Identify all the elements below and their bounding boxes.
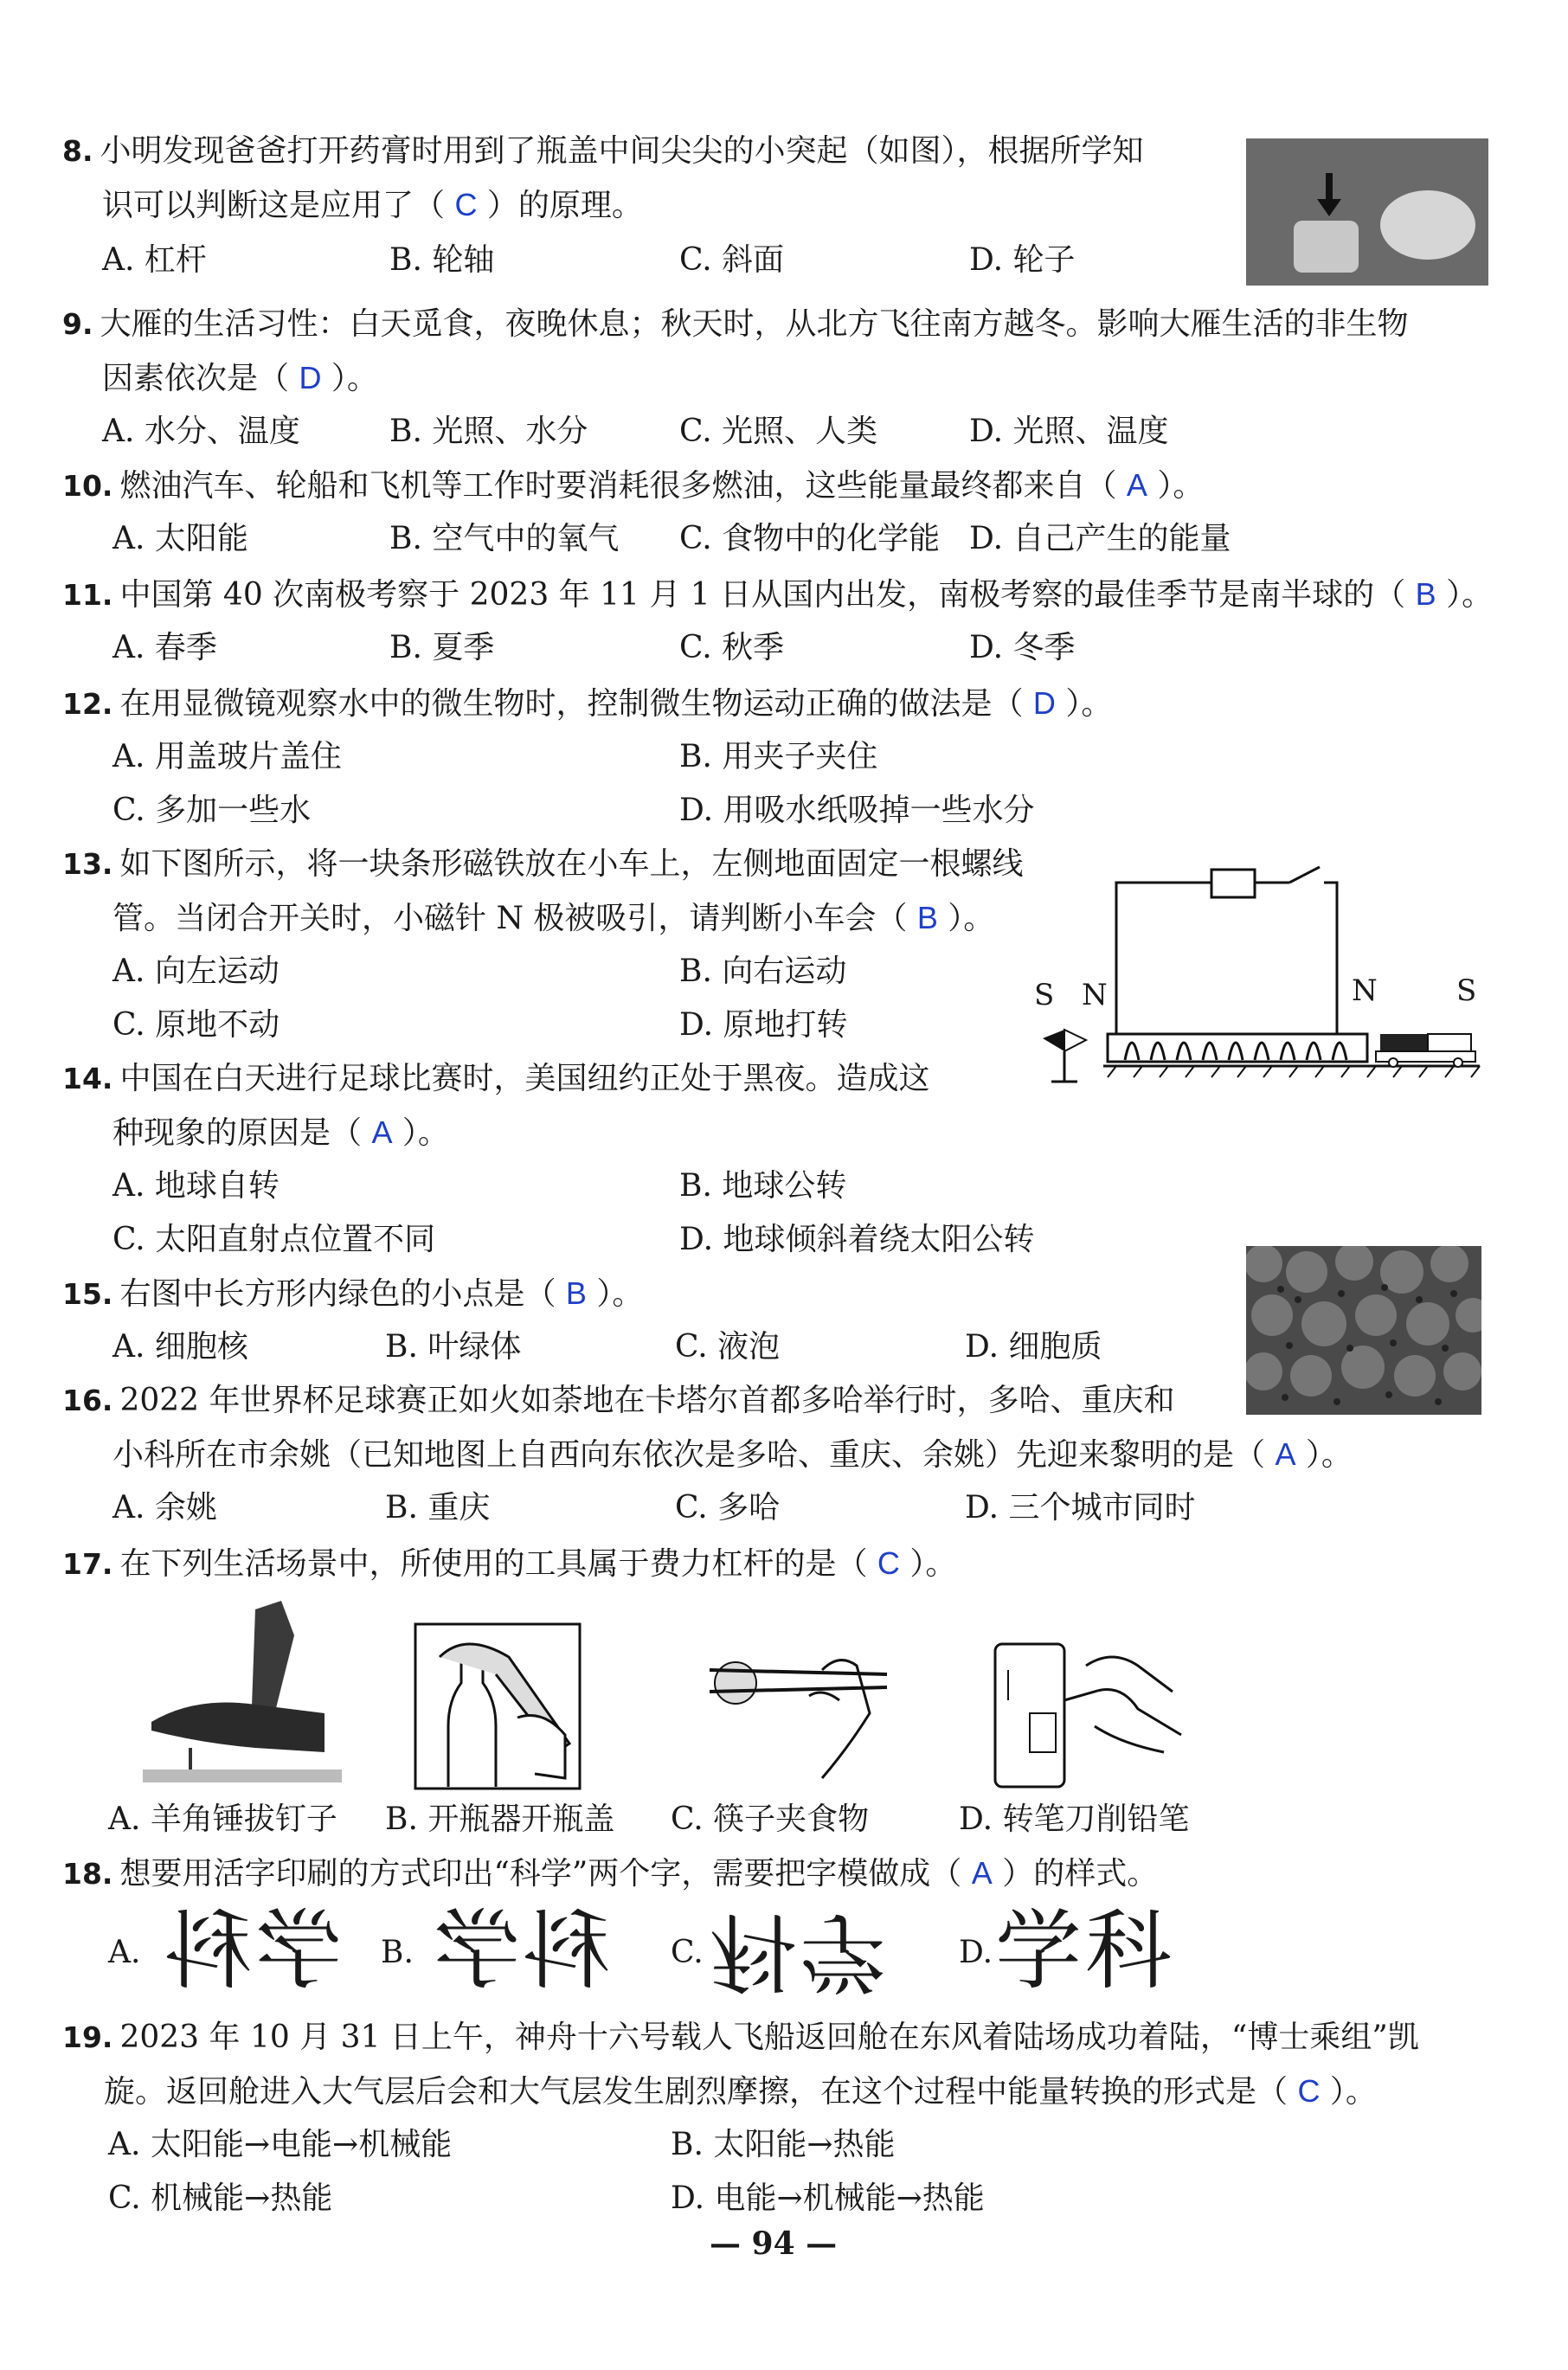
q13-answer: B [916, 900, 938, 935]
q13-line2: 管。当闭合开关时，小磁针 N 极被吸引，请判断小车会（ B ）。 [112, 900, 995, 936]
q19-option-d: D. 电能→机械能→热能 [671, 2181, 985, 2216]
q18-option-a: A. [108, 1935, 141, 1970]
q11-option-d: D. 冬季 [969, 630, 1076, 665]
q14-option-c: C. 太阳直射点位置不同 [112, 1222, 436, 1257]
q18-glyph-b: 科学 [430, 1900, 610, 2001]
q14-line2: 种现象的原因是（ A ）。 [112, 1114, 449, 1151]
q10-option-c: C. 食物中的化学能 [679, 521, 941, 556]
page-number: — 94 — [710, 2225, 838, 2262]
q8-option-b: B. 轮轴 [389, 242, 495, 278]
q8-line2: 识可以判断这是应用了（ C ）的原理。 [102, 187, 643, 223]
pencil-sharpener-picture [991, 1631, 1186, 1791]
cell-micrograph [1246, 1246, 1481, 1415]
q18-option-b: B. [381, 1935, 414, 1970]
q18-glyph-a: 学科 [162, 1900, 342, 2001]
bottle-opener-picture [414, 1622, 582, 1791]
q9-line1: 9. 大雁的生活习性：白天觅食，夜晚休息；秋天时，从北方飞往南方越冬。影响大雁生活的非生物 [62, 306, 1409, 342]
q13-option-c: C. 原地不动 [112, 1007, 280, 1043]
q14-option-b: B. 地球公转 [679, 1168, 847, 1204]
q16-answer: A [1275, 1436, 1296, 1472]
q10-option-a: A. 太阳能 [112, 521, 248, 556]
q12-option-c: C. 多加一些水 [112, 793, 312, 828]
q16-option-d: D. 三个城市同时 [965, 1490, 1196, 1525]
label-s-right: S [1456, 973, 1477, 1008]
q8-answer: C [454, 187, 478, 222]
q18-option-c: C. [671, 1935, 704, 1970]
q10-line1: 10. 燃油汽车、轮船和飞机等工作时要消耗很多燃油，这些能量最终都来自（ A ）。 [62, 467, 1205, 504]
q11-option-c: C. 秋季 [679, 630, 785, 665]
label-n-right: N [1352, 973, 1378, 1008]
q9-option-b: B. 光照、水分 [389, 414, 588, 449]
q18-line1: 18. 想要用活字印刷的方式印出“科学”两个字，需要把字模做成（ A ）的样式。 [62, 1855, 1159, 1892]
q18-glyph-d: 学科 [995, 1900, 1175, 2001]
q18-option-d: D. [959, 1935, 993, 1970]
q15-option-c: C. 液泡 [675, 1329, 781, 1365]
label-n-left: N [1082, 978, 1108, 1012]
claw-hammer-picture [143, 1601, 342, 1782]
q17-option-a: A. 羊角锤拔钉子 [108, 1802, 337, 1837]
q14-option-d: D. 地球倾斜着绕太阳公转 [679, 1222, 1035, 1257]
q12-option-b: B. 用夹子夹住 [679, 739, 878, 774]
q16-option-c: C. 多哈 [675, 1490, 781, 1525]
q10-option-b: B. 空气中的氧气 [389, 521, 620, 556]
q12-option-a: A. 用盖玻片盖住 [112, 739, 342, 774]
label-s-left: S [1034, 978, 1055, 1012]
q15-line1: 15. 右图中长方形内绿色的小点是（ B ）。 [62, 1275, 644, 1312]
q15-option-d: D. 细胞质 [965, 1329, 1102, 1365]
q14-answer: A [371, 1114, 393, 1150]
q17-option-c: C. 筷子夹食物 [671, 1802, 870, 1837]
q11-option-b: B. 夏季 [389, 630, 495, 665]
q17-line1: 17. 在下列生活场景中，所使用的工具属于费力杠杆的是（ C ）。 [62, 1545, 957, 1582]
q11-line1: 11. 中国第 40 次南极考察于 2023 年 11 月 1 日从国内出发，南极考察的最佳季节是南半球的（ B ）。 [62, 576, 1494, 613]
q16-option-a: A. 余姚 [112, 1490, 217, 1525]
q13-option-d: D. 原地打转 [679, 1007, 848, 1043]
q19-option-c: C. 机械能→热能 [108, 2181, 333, 2216]
ointment-photo [1246, 138, 1488, 286]
q16-line2: 小科所在市余姚（已知地图上自西向东依次是多哈、重庆、余姚）先迎来黎明的是（ A ）。 [112, 1436, 1353, 1473]
q17-answer: C [877, 1545, 900, 1581]
q9-answer: D [299, 360, 322, 395]
q15-option-b: B. 叶绿体 [385, 1329, 522, 1365]
q19-line1: 19. 2023 年 10 月 31 日上午，神舟十六号载人飞船返回舱在东风着陆场成功着陆，“博士乘组”凯 [62, 2020, 1419, 2055]
q16-line1: 16. 2022 年世界杯足球赛正如火如荼地在卡塔尔首都多哈举行时，多哈、重庆和 [62, 1383, 1175, 1418]
q10-option-d: D. 自己产生的能量 [969, 521, 1231, 556]
q9-option-c: C. 光照、人类 [679, 414, 878, 449]
q13-option-a: A. 向左运动 [112, 954, 280, 989]
q12-option-d: D. 用吸水纸吸掉一些水分 [679, 793, 1035, 828]
q9-option-d: D. 光照、温度 [969, 414, 1169, 449]
q8-line1: 8. 小明发现爸爸打开药膏时用到了瓶盖中间尖尖的小突起（如图），根据所学知 [62, 133, 1144, 169]
circuit-diagram [1030, 839, 1497, 1090]
q11-answer: B [1415, 576, 1436, 612]
q19-option-a: A. 太阳能→电能→机械能 [108, 2127, 453, 2162]
q12-line1: 12. 在用显微镜观察水中的微生物时，控制微生物运动正确的做法是（ D ）。 [62, 685, 1113, 722]
q17-option-b: B. 开瓶器开瓶盖 [385, 1802, 615, 1837]
q15-answer: B [565, 1275, 587, 1311]
q17-option-d: D. 转笔刀削铅笔 [959, 1802, 1190, 1837]
q13-line1: 13. 如下图所示，将一块条形磁铁放在小车上，左侧地面固定一根螺线 [62, 846, 1024, 882]
q8-option-a: A. 杠杆 [102, 242, 207, 278]
q10-answer: A [1126, 467, 1147, 503]
q9-line2: 因素依次是（ D ）。 [102, 360, 378, 396]
q14-line1: 14. 中国在白天进行足球比赛时，美国纽约正处于黑夜。造成这 [62, 1061, 930, 1096]
q19-line2: 旋。返回舱进入大气层后会和大气层发生剧烈摩擦，在这个过程中能量转换的形式是（ C ）。 [104, 2073, 1377, 2110]
q15-option-a: A. 细胞核 [112, 1329, 248, 1365]
q8-option-d: D. 轮子 [969, 242, 1076, 278]
chopsticks-picture [692, 1635, 891, 1782]
q12-answer: D [1032, 685, 1056, 721]
q19-option-b: B. 太阳能→热能 [671, 2127, 896, 2162]
q14-option-a: A. 地球自转 [112, 1168, 280, 1204]
q19-answer: C [1297, 2073, 1321, 2109]
q18-glyph-c: 科学 [710, 1901, 890, 2002]
q8-option-c: C. 斜面 [679, 242, 785, 278]
q18-answer: A [971, 1855, 993, 1891]
q13-option-b: B. 向右运动 [679, 954, 847, 989]
q9-option-a: A. 水分、温度 [102, 414, 300, 449]
q16-option-b: B. 重庆 [385, 1490, 491, 1525]
q11-option-a: A. 春季 [112, 630, 217, 665]
